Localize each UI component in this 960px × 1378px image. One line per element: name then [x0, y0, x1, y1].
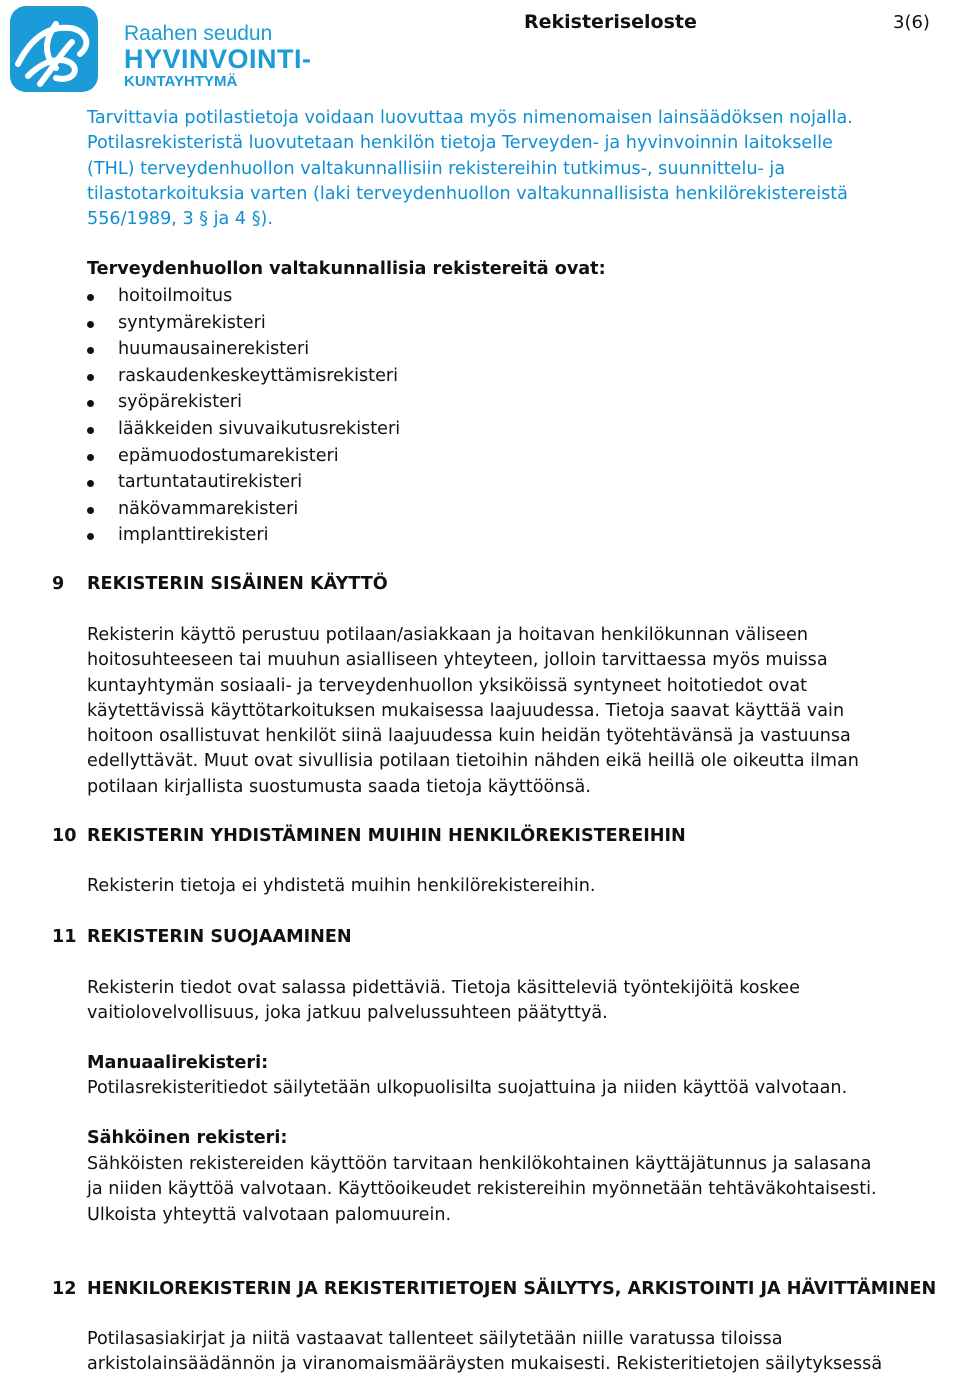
bullet-icon: [87, 374, 94, 381]
text-line: vaitiolovelvollisuus, joka jatkuu palvelussuhteen päätyttyä.: [87, 1003, 608, 1024]
text-line: Potilasasiakirjat ja niitä vastaavat tallenteet säilytetään niille varatussa tiloissa: [87, 1329, 783, 1349]
bullet-icon: [87, 454, 94, 461]
list-item: [87, 416, 400, 443]
document-title: Rekisteriseloste: [524, 11, 697, 33]
section-title: REKISTERIN YHDISTÄMINEN MUIHIN HENKILÖREKISTEREIHIN: [87, 826, 686, 846]
section-9-heading: [52, 574, 388, 594]
logo-text-line1: Raahen seudun: [124, 22, 273, 45]
list-item: [87, 389, 400, 416]
logo-text-line3: KUNTAYHTYMÄ: [124, 73, 238, 90]
text-line: Rekisterin tietoja ei yhdistetä muihin henkilörekistereihin.: [87, 876, 596, 896]
text-line: Potilasrekisteristä luovutetaan henkilön tietoja Terveyden- ja hyvinvoinnin laitokselle: [87, 133, 833, 154]
organization-logo: [10, 6, 310, 92]
list-item-label: lääkkeiden sivuvaikutusrekisteri: [118, 418, 401, 439]
register-list: [87, 283, 400, 549]
section-11-paragraph: [87, 976, 959, 1027]
list-item-label: raskaudenkeskeyttämisrekisteri: [118, 365, 399, 386]
list-item-label: näkövammarekisteri: [118, 498, 299, 519]
text-line: hoitoon osallistuvat henkilöt siinä laajuudessa kuin heidän työtehtävänsä ja vastuunsa: [87, 726, 851, 747]
text-line: edellyttävät. Muut ovat sivullisia potilaan tietoihin nähden eikä heillä ole oikeutta ilman: [87, 751, 859, 772]
section-12-paragraph: [87, 1327, 959, 1378]
bullet-icon: [87, 347, 94, 354]
list-item-label: huumausainerekisteri: [118, 339, 310, 360]
text-line: hoitosuhteeseen tai muuhun asialliseen yhteyteen, jolloin tarvittaessa myös muissa: [87, 650, 828, 671]
section-11-heading: [52, 927, 352, 947]
list-item: [87, 336, 400, 363]
list-item: [87, 310, 400, 337]
bullet-icon: [87, 507, 94, 514]
section-10-paragraph: [87, 874, 959, 899]
bullet-icon: [87, 400, 94, 407]
list-item: [87, 522, 400, 549]
section-12-heading: [52, 1279, 936, 1299]
text-line: Potilasrekisteritiedot säilytetään ulkopuolisilta suojattuina ja niiden käyttöä valvotaan.: [87, 1078, 848, 1098]
section-9-paragraph: [87, 623, 959, 800]
text-line: ja niiden käyttöä valvotaan. Käyttöoikeudet rekistereihin myönnetään tehtäväkohtaisesti.: [87, 1179, 877, 1200]
manual-register-paragraph: [87, 1076, 959, 1101]
bullet-icon: [87, 321, 94, 328]
section-number: 12: [52, 1279, 77, 1299]
text-line: Ulkoista yhteyttä valvotaan palomuurein.: [87, 1204, 452, 1225]
text-line: potilaan kirjallista suostumusta saada tietoja käyttöönsä.: [87, 776, 591, 797]
text-line: Rekisterin käyttö perustuu potilaan/asiakkaan ja hoitavan henkilökunnan väliseen: [87, 625, 808, 645]
section-number: 10: [52, 826, 77, 846]
bullet-icon: [87, 533, 94, 540]
bullet-icon: [87, 294, 94, 301]
text-line: Tarvittavia potilastietoja voidaan luovuttaa myös nimenomaisen lainsäädöksen nojalla.: [87, 108, 853, 128]
section-title: REKISTERIN SISÄINEN KÄYTTÖ: [87, 574, 388, 594]
list-item-label: tartuntatautirekisteri: [118, 472, 303, 493]
page-number: 3(6): [893, 12, 930, 33]
section-10-heading: [52, 826, 686, 846]
section-title: HENKILOREKISTERIN JA REKISTERITIETOJEN SÄILYTYS, ARKISTOINTI JA HÄVITTÄMINEN: [87, 1279, 937, 1299]
bullet-icon: [87, 480, 94, 487]
section-title: REKISTERIN SUOJAAMINEN: [87, 927, 352, 947]
text-line: tilastotarkoituksia varten (laki terveydenhuollon valtakunnallisista henkilörekistereistä: [87, 183, 848, 204]
text-line: käytettävissä käyttötarkoituksen mukaisessa laajuudessa. Tietoja saavat käyttää vain: [87, 700, 845, 721]
list-item: [87, 283, 400, 310]
text-line: (THL) terveydenhuollon valtakunnallisiin rekistereihin tutkimus-, suunnittelu- ja: [87, 158, 786, 179]
electronic-register-paragraph: [87, 1152, 959, 1228]
text-line: Sähköisten rekistereiden käyttöön tarvitaan henkilökohtainen käyttäjätunnus ja salasana: [87, 1154, 872, 1174]
text-line: arkistolainsäädännön ja viranomaismääräysten mukaisesti. Rekisteritietojen säilytyksessä: [87, 1354, 883, 1375]
list-item-label: epämuodostumarekisteri: [118, 445, 339, 466]
section-number: 11: [52, 927, 77, 947]
list-item-label: syntymärekisteri: [118, 312, 266, 333]
registers-heading: Terveydenhuollon valtakunnallisia rekistereitä ovat:: [87, 259, 606, 279]
manual-register-label: Manuaalirekisteri:: [87, 1053, 269, 1073]
list-item: [87, 496, 400, 523]
list-item-label: implanttirekisteri: [118, 525, 269, 546]
text-line: 556/1989, 3 § ja 4 §).: [87, 209, 273, 230]
text-line: Rekisterin tiedot ovat salassa pidettäviä. Tietoja käsitteleviä työntekijöitä koskee: [87, 978, 800, 998]
knot-emblem-icon: [10, 6, 98, 92]
text-line: kuntayhtymän sosiaali- ja terveydenhuollon yksiköissä syntyneet hoitotiedot ovat: [87, 675, 808, 696]
intro-paragraph: [87, 106, 959, 232]
electronic-register-label: Sähköinen rekisteri:: [87, 1128, 288, 1148]
list-item: [87, 363, 400, 390]
section-number: 9: [52, 574, 65, 594]
list-item: [87, 469, 400, 496]
list-item: [87, 443, 400, 470]
list-item-label: syöpärekisteri: [118, 392, 243, 413]
bullet-icon: [87, 427, 94, 434]
logo-text-line2: HYVINVOINTI-: [124, 44, 312, 74]
list-item-label: hoitoilmoitus: [118, 286, 233, 306]
